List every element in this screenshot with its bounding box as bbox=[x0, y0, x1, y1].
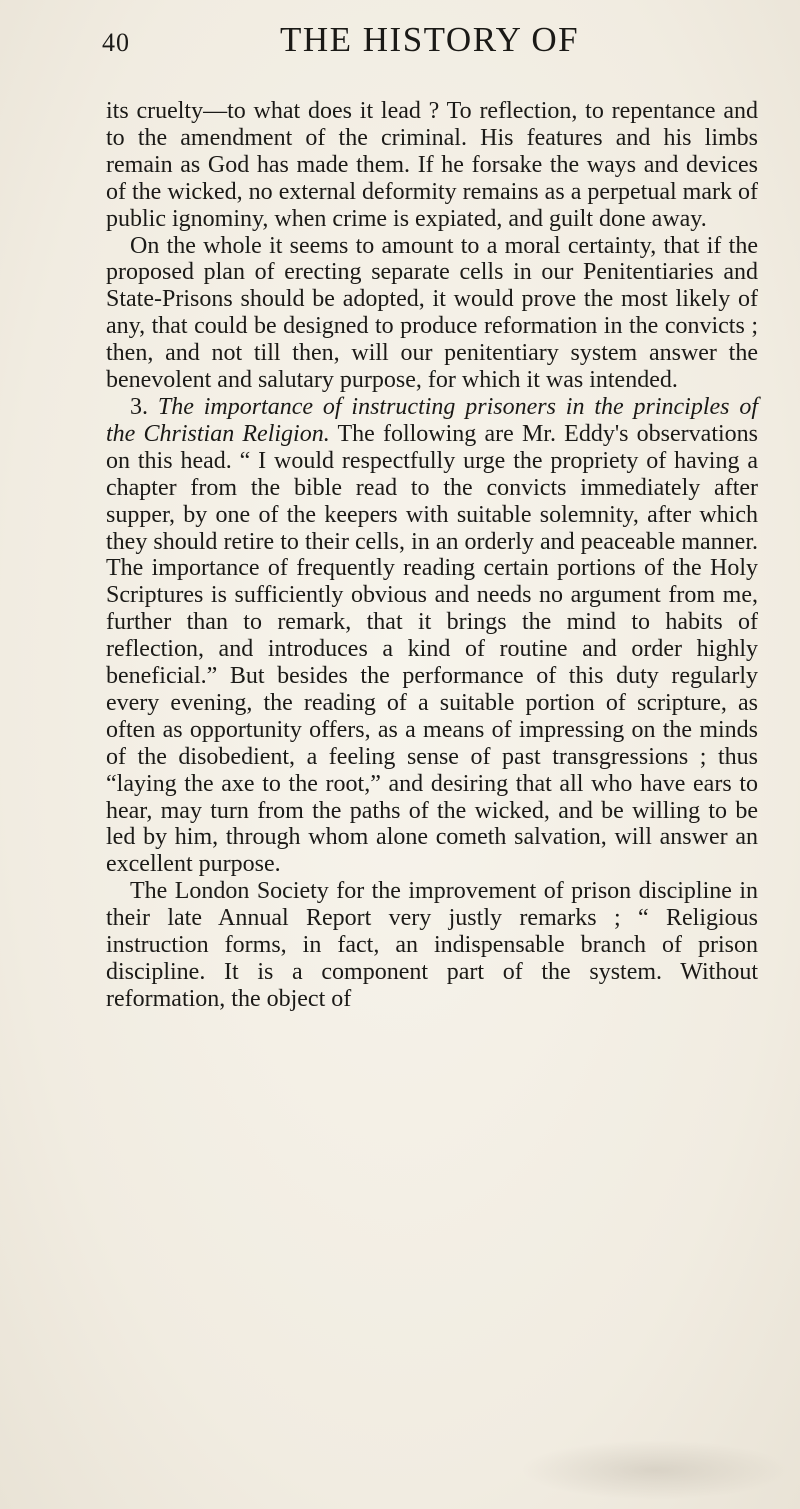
page-smudge bbox=[520, 1440, 790, 1500]
page-number: 40 bbox=[102, 28, 130, 57]
section-heading: The importance of instructing prisoners in the principles of the Christian Religion. bbox=[106, 393, 759, 447]
paragraph-2: On the whole it seems to amount to a moral certainty, that if the proposed plan of erecting separate cells in our Penitentiaries and State-Prisons should be adopted, it would prove the most likely of any, that could be designed to produce reformation in the convicts ; then, and not till then, will our penitentiary system answer the benevolent and salutary purpose, for which it was intended. bbox=[106, 232, 758, 394]
paragraph-3 bbox=[106, 394, 758, 878]
page-header bbox=[0, 12, 800, 72]
body-text bbox=[106, 98, 758, 1013]
section-body: The following are Mr. Eddy's observations on this head. “ I would respectfully urge the propriety of having a chapter from the bible read to the convicts immediately after supper, by one of the keepers with suitable solemnity, after which they should retire to their cells, in an orderly and peaceable manner. The importance of frequently reading certain portions of the Holy Scriptures is sufficiently obvious and needs no argument from me, further than to remark, that it brings the mind to habits of reflection, and introduces a kind of routine and order highly beneficial.” But besides the performance of this duty regularly every evening, the reading of a suitable portion of scripture, as often as opportunity offers, as a means of impressing on the minds of the disobedient, a feeling sense of past transgressions ; thus “laying the axe to the root,” and desiring that all who have ears to hear, may turn from the paths of the wicked, and be willing to be led by him, through whom alone cometh salvation, will answer an excellent purpose. bbox=[106, 420, 758, 878]
running-head: THE HISTORY OF bbox=[280, 20, 580, 59]
paragraph-4: The London Society for the improvement of prison discipline in their late Annual Report very justly remarks ; “ Religious instruction forms, in fact, an indispensable branch of prison discipline. It is a component part of the system. Without reformation, the object of bbox=[106, 878, 758, 1012]
paragraph-1: its cruelty—to what does it lead ? To reflection, to repentance and to the amendment of the criminal. His features and his limbs remain as God has made them. If he forsake the ways and devices of the wicked, no external deformity remains as a perpetual mark of public ignominy, when crime is expiated, and guilt done away. bbox=[106, 98, 758, 232]
section-number: 3. bbox=[130, 393, 148, 420]
